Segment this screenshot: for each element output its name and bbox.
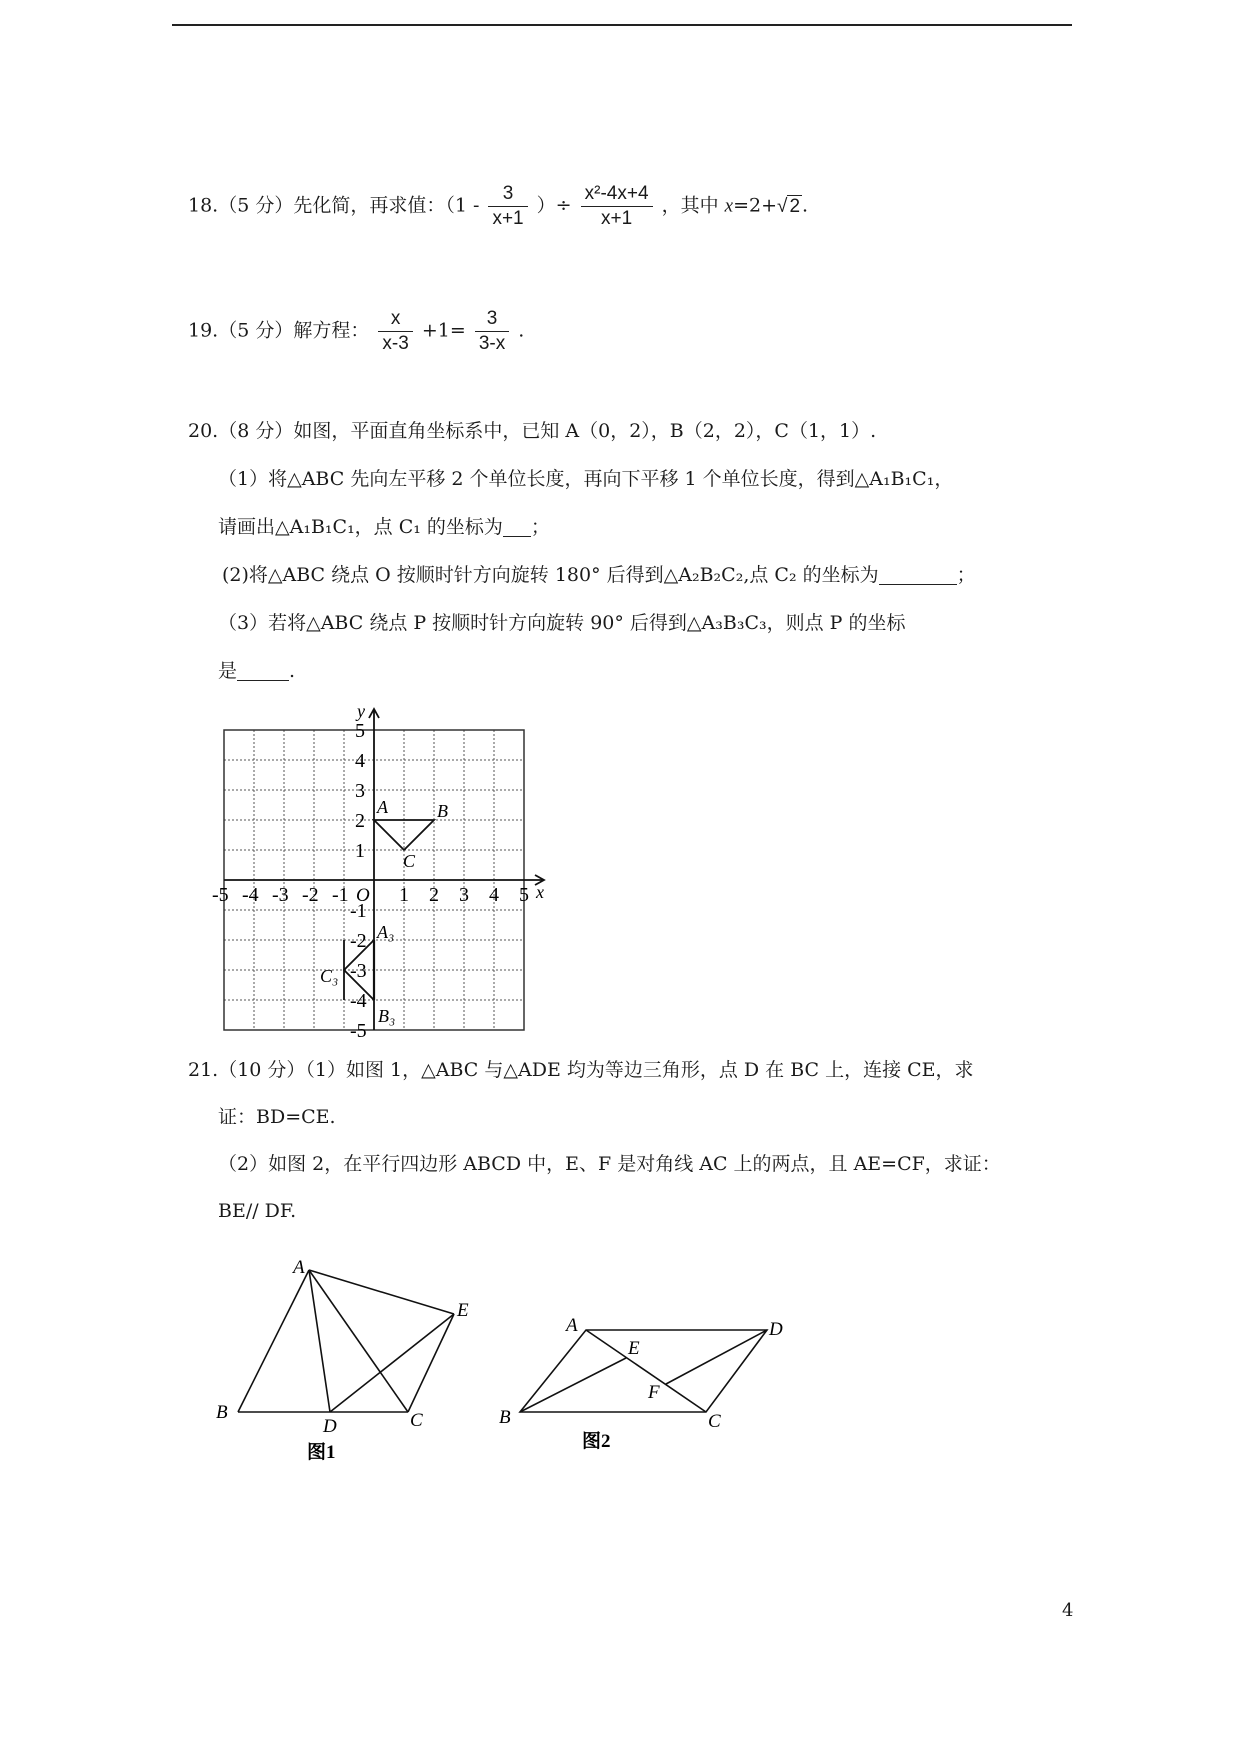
y-tick-label: 3 <box>355 780 365 802</box>
segment-ad <box>309 1270 330 1412</box>
vertex-a3-label: A₃ <box>377 922 395 942</box>
q19-frac2-denominator: 3-x <box>478 333 506 354</box>
q21-line-1: 21.（10 分）（1）如图 1，△ABC 与△ADE 均为等边三角形，点 D 在 BC 上，连接 CE，求 <box>188 1059 974 1081</box>
fig2-label-d: D <box>769 1319 783 1340</box>
vertex-c-label: C <box>403 851 416 871</box>
fig2-label-b: B <box>499 1407 511 1428</box>
figure-1 <box>210 1248 480 1463</box>
q20-part1-text: 请画出△A₁B₁C₁，点 C₁ 的坐标为 <box>218 516 503 538</box>
vertex-a-label: A <box>377 797 388 817</box>
q18-frac2-denominator: x+1 <box>601 208 633 229</box>
q20-part2-line <box>222 562 976 588</box>
q20-part3-text: 是 <box>218 660 238 682</box>
q20-part3-answer-blank[interactable] <box>237 660 289 681</box>
segment-df <box>666 1330 767 1384</box>
q20-part2-end: ； <box>956 564 976 586</box>
y-tick-label: -5 <box>350 1020 367 1040</box>
q18-fraction-1 <box>488 182 527 231</box>
page-number: 4 <box>1062 1600 1074 1621</box>
question-18 <box>188 182 808 231</box>
q20-part2-text: (2)将△ABC 绕点 O 按顺时针方向旋转 180° 后得到△A₂B₂C₂,点 C₂ 的坐标为 <box>222 564 879 586</box>
x-tick-label: -4 <box>242 884 259 906</box>
fig2-label-e: E <box>628 1338 640 1359</box>
q19-frac1-numerator: x <box>378 307 412 332</box>
q20-part3-end: . <box>289 660 296 682</box>
q20-line-1: 20.（8 分）如图，平面直角坐标系中，已知 A（0，2），B（2，2），C（1，1）. <box>188 420 877 442</box>
fig2-label-f: F <box>648 1382 660 1403</box>
y-tick-label: -4 <box>350 990 367 1012</box>
x-axis-label: x <box>536 882 544 902</box>
y-tick-label: 2 <box>355 810 365 832</box>
q18-suffix-b: =2+ <box>733 194 778 217</box>
origin-label: O <box>356 885 370 906</box>
x-tick-label: -3 <box>272 884 289 906</box>
q18-frac2-numerator: x²-4x+4 <box>581 182 653 207</box>
fig1-label-a: A <box>293 1257 305 1278</box>
segment-ae <box>309 1270 454 1314</box>
fig1-label-c: C <box>410 1410 423 1431</box>
fig1-label-d: D <box>323 1416 337 1437</box>
y-tick-label: 1 <box>355 840 365 862</box>
segment-be <box>520 1358 626 1412</box>
x-tick-label: 1 <box>399 884 409 906</box>
header-rule <box>172 24 1072 26</box>
q18-sqrt: √ 2 <box>777 195 801 217</box>
q20-part1-line-1: （1）将△ABC 先向左平移 2 个单位长度，再向下平移 1 个单位长度，得到△A₁B₁C₁， <box>218 468 954 490</box>
q19-frac2-numerator: 3 <box>475 307 509 332</box>
y-tick-label: -3 <box>350 960 367 982</box>
x-tick-label: 4 <box>489 884 499 906</box>
fig2-label-a: A <box>566 1315 578 1336</box>
q18-fraction-2 <box>581 182 653 231</box>
x-tick-label: -5 <box>212 884 229 906</box>
fig1-label-b: B <box>216 1402 228 1423</box>
diagonal-ac <box>586 1330 706 1412</box>
coordinate-grid-figure <box>210 695 550 1040</box>
fig2-label-c: C <box>708 1411 721 1432</box>
q18-mid: ）÷ <box>536 194 572 217</box>
segment-ac <box>309 1270 408 1412</box>
fig1-caption: 图1 <box>307 1442 336 1463</box>
q20-part3-line-2 <box>218 658 295 684</box>
q21-line-3: （2）如图 2，在平行四边形 ABCD 中，E、F 是对角线 AC 上的两点，且 AE=CF，求证： <box>218 1153 1001 1175</box>
q18-frac1-denominator: x+1 <box>492 208 524 229</box>
y-tick-label: 5 <box>355 720 365 742</box>
q18-suffix-c: . <box>802 194 809 217</box>
q18-frac1-numerator: 3 <box>488 182 527 207</box>
fig1-label-e: E <box>457 1300 469 1321</box>
q19-prefix: 19.（5 分）解方程： <box>188 319 370 342</box>
segment-de <box>330 1314 454 1412</box>
q21-line-2: 证：BD=CE. <box>218 1106 336 1128</box>
parallelogram-abcd <box>520 1330 767 1412</box>
q19-mid: +1= <box>421 319 466 342</box>
x-tick-label: 5 <box>519 884 529 906</box>
x-tick-label: 3 <box>459 884 469 906</box>
y-axis-label: y <box>357 701 365 721</box>
q19-fraction-2 <box>475 307 509 356</box>
x-tick-label: -2 <box>302 884 319 906</box>
y-tick-label: -2 <box>350 930 367 952</box>
vertex-b-label: B <box>437 801 448 821</box>
q20-part1-line-2 <box>218 514 550 540</box>
segment-ab <box>238 1270 309 1412</box>
q20-part3-line-1: （3）若将△ABC 绕点 P 按顺时针方向旋转 90° 后得到△A₃B₃C₃，则点 P 的坐标 <box>218 612 906 634</box>
x-tick-label: 2 <box>429 884 439 906</box>
q18-variable-x: x <box>724 195 734 217</box>
x-tick-labels <box>212 884 529 906</box>
vertex-b3-label: B₃ <box>378 1006 396 1026</box>
q20-part1-end: ； <box>530 516 550 538</box>
q19-frac1-denominator: x-3 <box>382 333 409 354</box>
y-tick-label: -1 <box>350 900 367 922</box>
vertex-c3-label: C₃ <box>320 966 339 986</box>
q19-suffix: . <box>518 319 525 342</box>
x-tick-label: -1 <box>332 884 349 906</box>
q18-prefix: 18.（5 分）先化简，再求值：（1 - <box>188 194 480 217</box>
fig2-caption: 图2 <box>582 1431 611 1452</box>
q20-part2-answer-blank[interactable] <box>879 564 957 585</box>
q19-fraction-1 <box>378 307 412 356</box>
y-tick-label: 4 <box>355 750 365 772</box>
q18-suffix-a: ，其中 <box>661 194 719 217</box>
q20-part1-answer-blank[interactable] <box>503 516 531 537</box>
q18-sqrt-arg: 2 <box>789 195 801 217</box>
figure-2 <box>490 1310 810 1460</box>
segment-ce <box>408 1314 454 1412</box>
question-19 <box>188 307 524 356</box>
q21-line-4: BE// DF. <box>218 1200 297 1222</box>
